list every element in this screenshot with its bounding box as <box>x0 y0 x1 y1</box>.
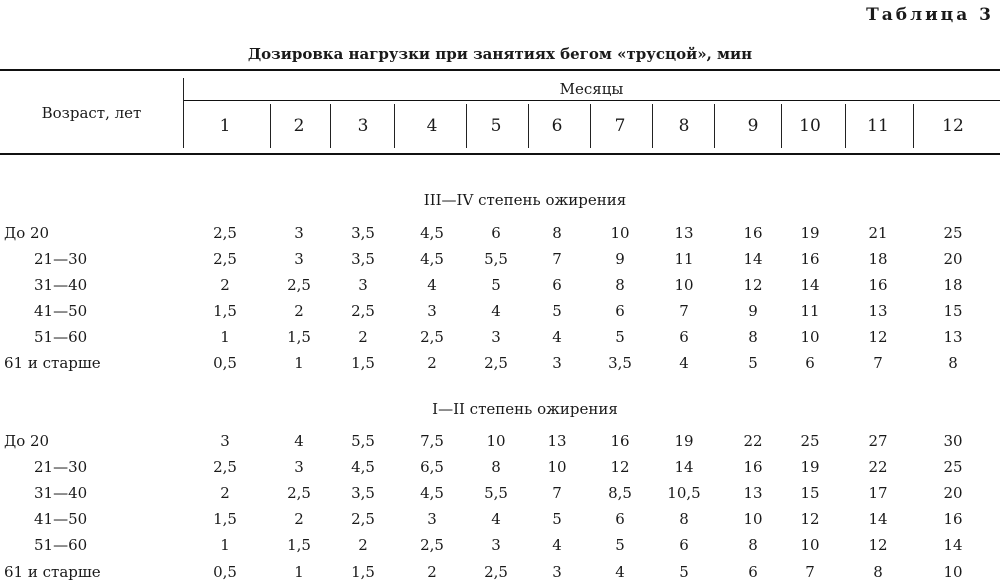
table-cell: 18 <box>868 250 888 268</box>
table-cell: 2,5 <box>420 536 444 554</box>
table-cell: 10 <box>800 328 820 346</box>
table-cell: 2 <box>220 276 230 294</box>
table-cell: 2,5 <box>287 484 311 502</box>
table-cell: 5,5 <box>484 484 508 502</box>
row-age-label: 31—40 <box>34 276 88 294</box>
table-label: Таблица 3 <box>866 5 994 25</box>
table-cell: 2 <box>427 563 437 581</box>
table-cell: 8 <box>615 276 625 294</box>
table-cell: 8 <box>679 510 689 528</box>
table-cell: 25 <box>800 432 820 450</box>
table-cell: 1,5 <box>213 302 237 320</box>
table-cell: 6 <box>491 224 501 242</box>
table-cell: 20 <box>943 250 963 268</box>
month-header-cell: 12 <box>942 116 964 136</box>
table-cell: 13 <box>674 224 694 242</box>
table-cell: 6 <box>615 510 625 528</box>
table-cell: 5 <box>748 354 758 372</box>
header-bottom-rule <box>0 153 1000 155</box>
row-age-label: 51—60 <box>34 536 88 554</box>
table-cell: 3 <box>491 536 501 554</box>
table-cell: 5 <box>615 536 625 554</box>
table-cell: 16 <box>800 250 820 268</box>
table-cell: 1 <box>220 328 230 346</box>
table-cell: 12 <box>610 458 630 476</box>
table-cell: 10 <box>486 432 506 450</box>
table-cell: 15 <box>943 302 963 320</box>
month-column-divider <box>714 104 715 148</box>
table-cell: 2 <box>294 510 304 528</box>
table-cell: 2 <box>427 354 437 372</box>
table-cell: 2,5 <box>213 250 237 268</box>
table-cell: 9 <box>615 250 625 268</box>
month-column-divider <box>652 104 653 148</box>
table-cell: 8 <box>873 563 883 581</box>
month-header-cell: 9 <box>747 116 759 136</box>
table-cell: 13 <box>743 484 763 502</box>
month-column-divider <box>330 104 331 148</box>
table-cell: 21 <box>868 224 888 242</box>
table-cell: 19 <box>800 224 820 242</box>
table-cell: 9 <box>748 302 758 320</box>
table-cell: 3,5 <box>608 354 632 372</box>
table-cell: 1,5 <box>351 354 375 372</box>
row-age-label: 41—50 <box>34 510 88 528</box>
table-cell: 11 <box>674 250 694 268</box>
table-cell: 6 <box>615 302 625 320</box>
month-header-cell: 1 <box>219 116 231 136</box>
table-cell: 0,5 <box>213 354 237 372</box>
month-header-cell: 7 <box>614 116 626 136</box>
table-cell: 11 <box>800 302 820 320</box>
table-cell: 4,5 <box>420 250 444 268</box>
table-cell: 5 <box>552 510 562 528</box>
table-cell: 2,5 <box>484 563 508 581</box>
table-cell: 14 <box>868 510 888 528</box>
month-header-cell: 8 <box>678 116 690 136</box>
row-age-label: 51—60 <box>34 328 88 346</box>
table-cell: 1,5 <box>351 563 375 581</box>
table-cell: 22 <box>743 432 763 450</box>
table-cell: 2,5 <box>213 224 237 242</box>
table-cell: 2 <box>358 328 368 346</box>
table-cell: 2,5 <box>351 302 375 320</box>
table-cell: 7 <box>805 563 815 581</box>
table-cell: 3 <box>294 224 304 242</box>
table-cell: 2 <box>358 536 368 554</box>
table-cell: 5 <box>615 328 625 346</box>
table-cell: 25 <box>943 458 963 476</box>
table-cell: 16 <box>868 276 888 294</box>
table-cell: 10 <box>743 510 763 528</box>
month-header-cell: 11 <box>867 116 889 136</box>
table-cell: 3 <box>427 302 437 320</box>
table-cell: 4 <box>615 563 625 581</box>
table-cell: 25 <box>943 224 963 242</box>
table-cell: 20 <box>943 484 963 502</box>
table-cell: 18 <box>943 276 963 294</box>
table-cell: 10 <box>800 536 820 554</box>
table-cell: 10 <box>943 563 963 581</box>
row-age-label: 31—40 <box>34 484 88 502</box>
table-cell: 8 <box>552 224 562 242</box>
table-cell: 4 <box>552 536 562 554</box>
table-top-rule <box>0 69 1000 71</box>
table-cell: 2 <box>294 302 304 320</box>
row-age-label: 21—30 <box>34 458 88 476</box>
table-cell: 4 <box>427 276 437 294</box>
months-column-header: Месяцы <box>559 80 624 98</box>
table-cell: 2,5 <box>484 354 508 372</box>
table-cell: 3 <box>552 354 562 372</box>
month-header-cell: 2 <box>293 116 305 136</box>
month-column-divider <box>270 104 271 148</box>
month-column-divider <box>781 104 782 148</box>
month-header-cell: 6 <box>551 116 563 136</box>
table-cell: 7 <box>552 484 562 502</box>
table-cell: 15 <box>800 484 820 502</box>
table-cell: 14 <box>800 276 820 294</box>
table-cell: 19 <box>674 432 694 450</box>
table-cell: 13 <box>547 432 567 450</box>
table-cell: 1 <box>294 354 304 372</box>
month-column-divider <box>394 104 395 148</box>
table-cell: 16 <box>743 458 763 476</box>
table-cell: 2,5 <box>213 458 237 476</box>
table-cell: 8 <box>491 458 501 476</box>
table-cell: 2,5 <box>287 276 311 294</box>
section-heading: III—IV степень ожирения <box>423 191 627 209</box>
table-cell: 2,5 <box>351 510 375 528</box>
table-cell: 5,5 <box>484 250 508 268</box>
table-cell: 16 <box>943 510 963 528</box>
table-cell: 8 <box>948 354 958 372</box>
table-cell: 3,5 <box>351 224 375 242</box>
table-cell: 1,5 <box>213 510 237 528</box>
table-cell: 30 <box>943 432 963 450</box>
row-age-label: 61 и старше <box>4 563 101 581</box>
month-column-divider <box>845 104 846 148</box>
month-column-divider <box>913 104 914 148</box>
table-cell: 5 <box>491 276 501 294</box>
table-cell: 22 <box>868 458 888 476</box>
table-cell: 19 <box>800 458 820 476</box>
table-cell: 6 <box>679 328 689 346</box>
table-title: Дозировка нагрузки при занятиях бегом «трусцой», мин <box>247 45 753 63</box>
table-cell: 10,5 <box>667 484 701 502</box>
table-cell: 8 <box>748 328 758 346</box>
table-cell: 27 <box>868 432 888 450</box>
month-column-divider <box>590 104 591 148</box>
month-header-cell: 3 <box>357 116 369 136</box>
table-cell: 5,5 <box>351 432 375 450</box>
table-cell: 1,5 <box>287 328 311 346</box>
row-age-label: До 20 <box>4 432 50 450</box>
table-cell: 4 <box>491 510 501 528</box>
table-cell: 14 <box>743 250 763 268</box>
month-header-cell: 10 <box>799 116 821 136</box>
table-cell: 10 <box>610 224 630 242</box>
table-cell: 6 <box>748 563 758 581</box>
table-cell: 5 <box>679 563 689 581</box>
table-cell: 10 <box>547 458 567 476</box>
table-cell: 3 <box>294 250 304 268</box>
table-cell: 12 <box>868 536 888 554</box>
table-cell: 8,5 <box>608 484 632 502</box>
table-cell: 2,5 <box>420 328 444 346</box>
age-column-header: Возраст, лет <box>41 104 142 122</box>
table-cell: 3 <box>294 458 304 476</box>
table-cell: 4 <box>552 328 562 346</box>
table-cell: 3 <box>358 276 368 294</box>
table-cell: 12 <box>743 276 763 294</box>
row-age-label: 61 и старше <box>4 354 101 372</box>
table-cell: 5 <box>552 302 562 320</box>
table-cell: 4,5 <box>351 458 375 476</box>
months-header-rule <box>183 100 1000 101</box>
month-header-cell: 4 <box>426 116 438 136</box>
table-cell: 1 <box>294 563 304 581</box>
table-cell: 3,5 <box>351 250 375 268</box>
table-cell: 12 <box>800 510 820 528</box>
table-cell: 7 <box>679 302 689 320</box>
table-cell: 1,5 <box>287 536 311 554</box>
table-cell: 6 <box>679 536 689 554</box>
table-cell: 13 <box>943 328 963 346</box>
table-cell: 4 <box>679 354 689 372</box>
table-cell: 3 <box>552 563 562 581</box>
table-cell: 14 <box>943 536 963 554</box>
table-cell: 1 <box>220 536 230 554</box>
table-cell: 3 <box>220 432 230 450</box>
row-age-label: 41—50 <box>34 302 88 320</box>
table-cell: 3 <box>427 510 437 528</box>
table-cell: 4,5 <box>420 224 444 242</box>
table-cell: 7,5 <box>420 432 444 450</box>
month-column-divider <box>466 104 467 148</box>
row-age-label: До 20 <box>4 224 50 242</box>
table-cell: 7 <box>873 354 883 372</box>
table-cell: 10 <box>674 276 694 294</box>
table-cell: 8 <box>748 536 758 554</box>
table-cell: 16 <box>610 432 630 450</box>
table-cell: 4 <box>294 432 304 450</box>
table-cell: 2 <box>220 484 230 502</box>
section-heading: I—II степень ожирения <box>432 400 618 418</box>
table-cell: 12 <box>868 328 888 346</box>
table-cell: 17 <box>868 484 888 502</box>
table-cell: 6,5 <box>420 458 444 476</box>
table-cell: 6 <box>805 354 815 372</box>
table-cell: 4,5 <box>420 484 444 502</box>
table-cell: 3 <box>491 328 501 346</box>
table-cell: 4 <box>491 302 501 320</box>
month-column-divider <box>528 104 529 148</box>
table-cell: 16 <box>743 224 763 242</box>
table-cell: 13 <box>868 302 888 320</box>
row-age-label: 21—30 <box>34 250 88 268</box>
table-cell: 0,5 <box>213 563 237 581</box>
table-cell: 14 <box>674 458 694 476</box>
table-cell: 3,5 <box>351 484 375 502</box>
table-cell: 7 <box>552 250 562 268</box>
month-header-cell: 5 <box>490 116 502 136</box>
table-cell: 6 <box>552 276 562 294</box>
